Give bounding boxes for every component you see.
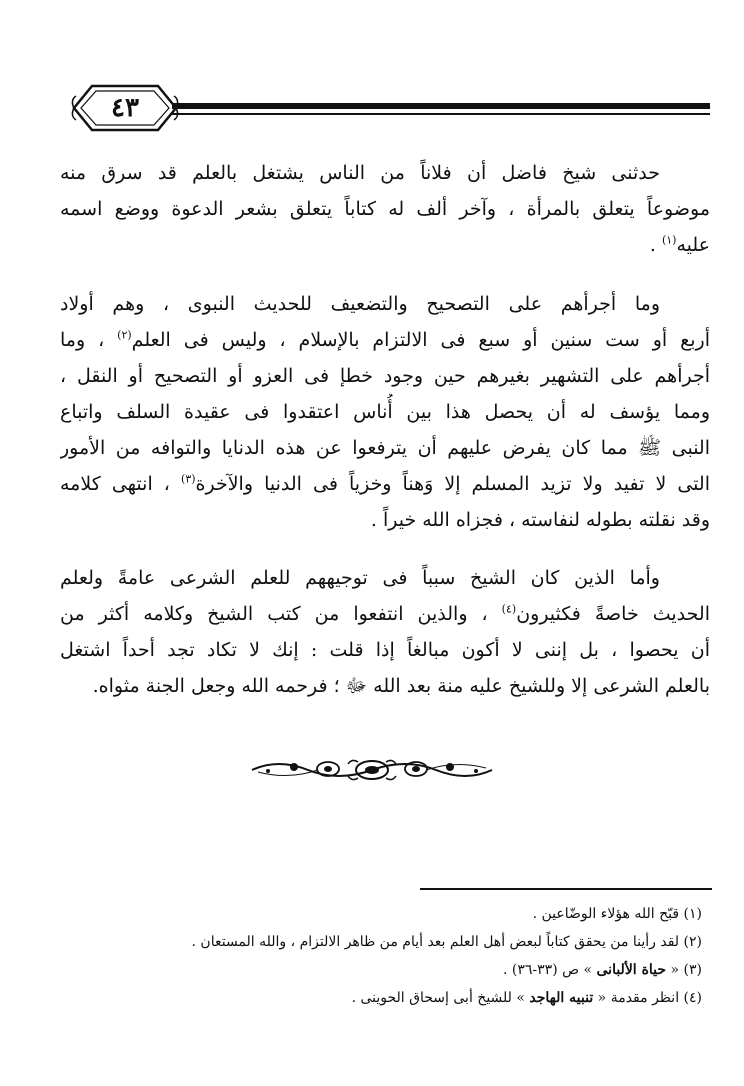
paragraph-2 — [60, 286, 710, 538]
paragraph-line: موضوعاً يتعلق بالمرأة ، وآخر ألف له كتاباً يتعلق بشعر الدعوة ووضع اسمه — [60, 198, 710, 220]
paragraph-line: ومما يؤسف له أن يحصل هذا بين أُناس اعتقدوا فى عقيدة السلف واتباع — [60, 401, 710, 423]
paragraph-line: وأما الذين كان الشيخ سبباً فى توجيههم للعلم الشرعى عامةً ولعلم — [60, 567, 660, 589]
paragraph-line: أجرأهم على التشهير بغيرهم حين وجود خطإ فى العزو أو التصحيح أو النقل ، — [60, 365, 710, 387]
footnote-ref: (٣) — [181, 472, 196, 486]
footnote-ref: (١) — [661, 233, 677, 247]
paragraph-line: أربع أو ست سنين أو سبع فى الالتزام بالإسلام ، وليس فى العلم$^{(٢)}$ ، وما — [60, 328, 710, 351]
paragraph-line: بالعلم الشرعى إلا وللشيخ عليه منة بعد الله ﷻ ؛ فرحمه الله وجعل الجنة مثواه. — [92, 675, 710, 697]
footnote-item: (٣) « حياة الألبانى » ص (٣٣-٣٦) . — [502, 962, 702, 978]
footnote-separator — [420, 888, 712, 890]
paragraph-line: عليه$^{(١)}$ . — [649, 233, 710, 256]
paragraph-3 — [60, 560, 710, 704]
footnote-item: (١) قبّح الله هؤلاء الوضّاعين . — [532, 906, 702, 922]
paragraph-1 — [60, 155, 710, 263]
floral-divider-icon — [248, 750, 496, 790]
paragraph-line: أن يحصوا ، بل إننى لا أكون مبالغاً إذا قلت : إنك لا تكاد تجد أحداً اشتغل — [60, 639, 710, 661]
footnotes — [60, 900, 710, 1012]
footnote-ref: (٢) — [117, 328, 132, 342]
footnote-item: (٢) لقد رأينا من يحقق كتاباً لبعض أهل العلم بعد أيام من ظاهر الالتزام ، والله المستعان . — [191, 934, 702, 950]
paragraph-line: النبى ﷺ مما كان يفرض عليهم أن يترفعوا عن هذه الدنايا والتوافه من الأمور — [60, 437, 710, 459]
page-number-badge — [70, 82, 180, 134]
footnote-item: (٤) انظر مقدمة « تنبيه الهاجد » للشيخ أبى إسحاق الحوينى . — [351, 990, 702, 1006]
header-rule-thin — [172, 113, 710, 115]
page-number: ٤٣ — [111, 93, 139, 123]
paragraph-line: الحديث خاصةً فكثيرون$^{(٤)}$ ، والذين انتفعوا من كتب الشيخ وكلامه أكثر من — [60, 602, 710, 625]
paragraph-line: حدثنى شيخ فاضل أن فلاناً من الناس يشتغل بالعلم قد سرق منه — [60, 162, 660, 184]
paragraph-line: وما أجرأهم على التصحيح والتضعيف للحديث النبوى ، وهم أولاد — [60, 293, 660, 315]
header-rule-thick — [172, 103, 710, 109]
paragraph-line: وقد نقلته بطوله لنفاسته ، فجزاه الله خيراً . — [370, 509, 710, 531]
page-header — [60, 82, 710, 134]
paragraph-line: التى لا تفيد ولا تزيد المسلم إلا وَهناً وخزياً فى الدنيا والآخرة$^{(٣)}$ ، انتهى كلامه — [60, 472, 710, 495]
footnote-ref: (٤) — [501, 602, 517, 616]
